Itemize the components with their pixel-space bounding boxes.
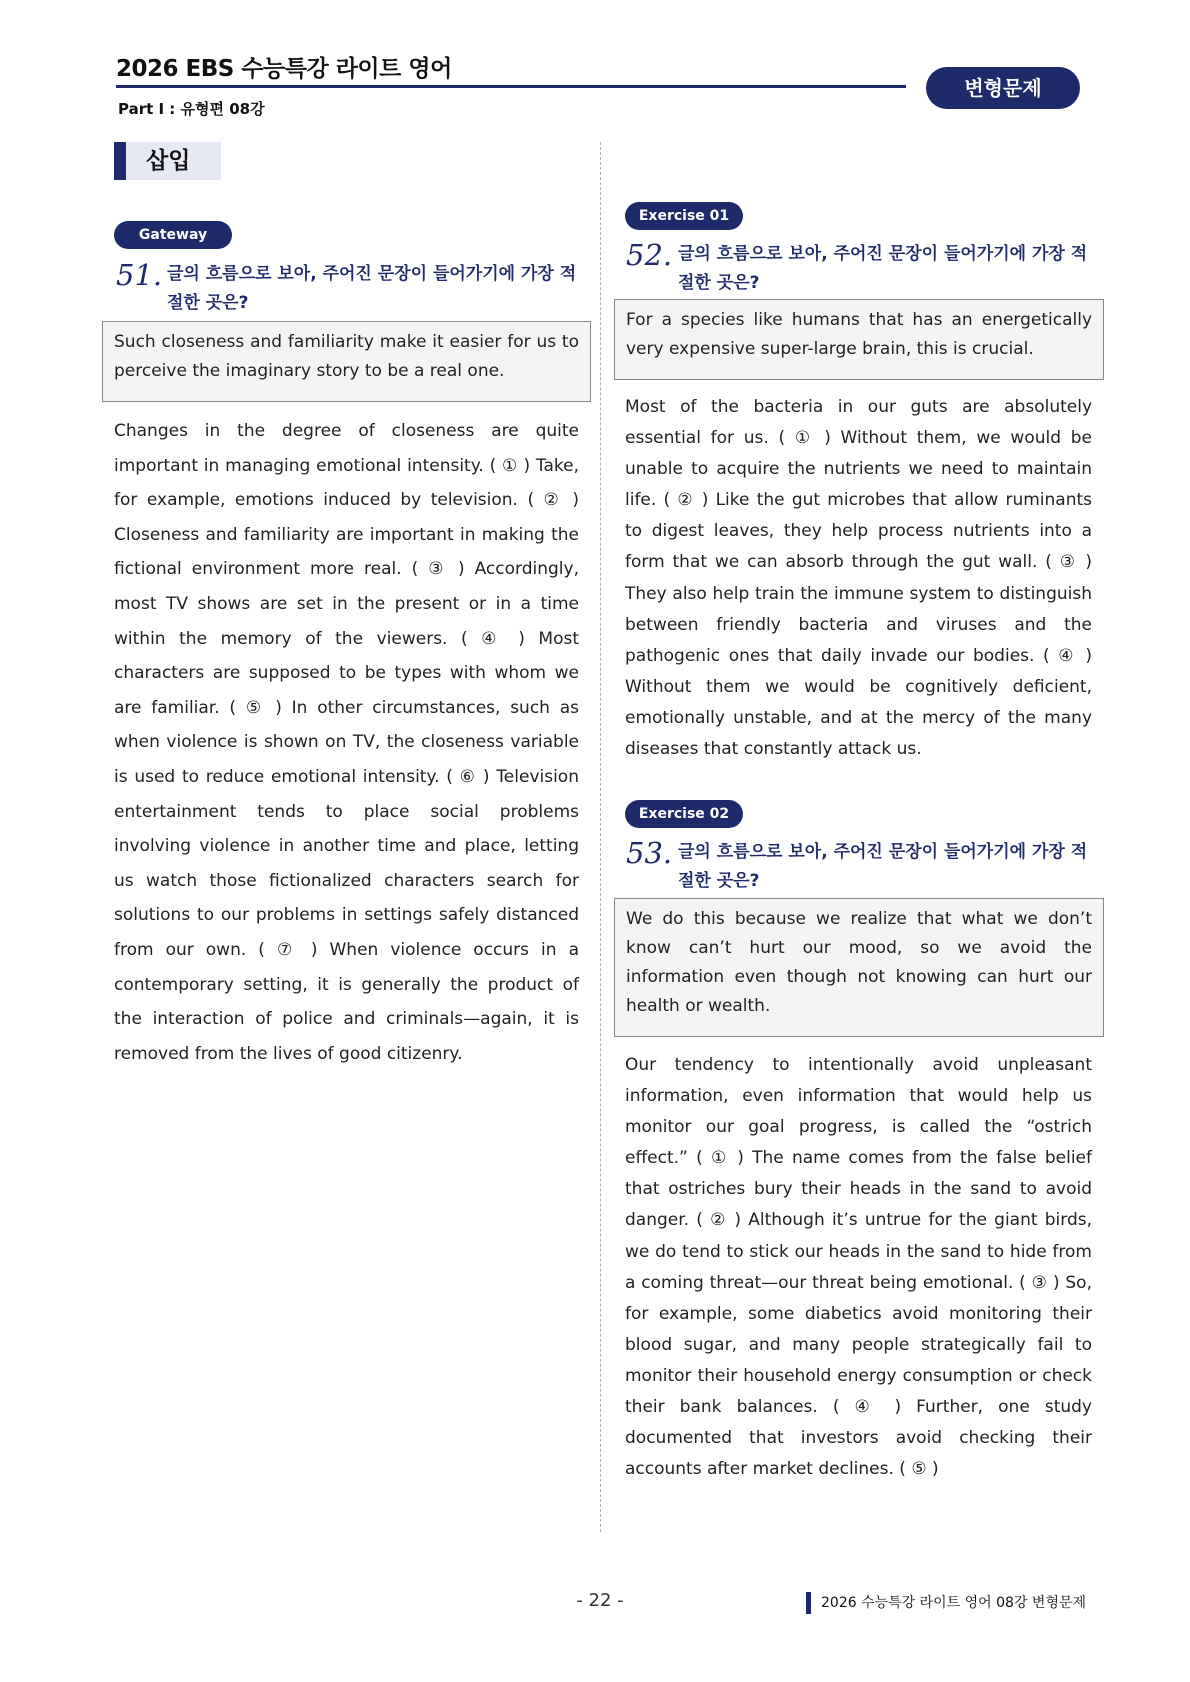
exercise-02-pill: Exercise 02 [625,800,743,828]
question-number: 51. [116,258,163,292]
question-number: 53. [626,836,673,870]
column-divider [600,142,601,1532]
gateway-pill: Gateway [114,221,232,249]
question-number: 52. [626,238,673,272]
question-prompt: 글의 흐름으로 보아, 주어진 문장이 들어가기에 가장 적절한 곳은? [678,244,1088,293]
section-title: 삽입 [114,142,221,180]
footer-label: 2026 수능특강 라이트 영어 08강 변형문제 [806,1592,1086,1614]
question-prompt: 글의 흐름으로 보아, 주어진 문장이 들어가기에 가장 적절한 곳은? [167,264,577,313]
exercise-01-pill: Exercise 01 [625,202,743,230]
document-title: 2026 EBS 수능특강 라이트 영어 [116,56,452,82]
given-sentence-box: We do this because we realize that what we don’t know can’t hurt our mood, so we avoid the information even though not knowing can hurt our health or wealth. [614,898,1104,1037]
passage-text: Most of the bacteria in our guts are absolutely essential for us. ( ① ) Without them, we would be unable to acquire the nutrients we need to maintain life. ( ② ) Like the gut microbes that allow ruminants to digest leaves, they help process nutrients into a form that we can absorb through the gut wall. ( ③ ) They also help train the immune system to distinguish between friendly bacteria and viruses and the pathogenic ones that daily invade our bodies. ( ④ ) Without them we would be cognitively deficient, emotionally unstable, and at the mercy of the many diseases that constantly attack us. [625,397,1092,760]
header-rule [116,85,906,88]
document-subtitle: Part Ⅰ : 유형편 08강 [118,100,265,118]
page-number: - 22 - [576,1590,624,1611]
given-sentence-box: Such closeness and familiarity make it easier for us to perceive the imaginary story to be a real one. [102,321,591,402]
given-sentence-box: For a species like humans that has an energetically very expensive super-large brain, this is crucial. [614,299,1104,380]
passage-text: Our tendency to intentionally avoid unpleasant information, even information that would help us monitor our goal progress, is called the “ostrich effect.” ( ① ) The name comes from the false belief that ostriches bury their heads in the sand to avoid danger. ( ② ) Although it’s untrue for the giant birds, we do tend to stick our heads in the sand to hide from a coming threat—our threat being emotional. ( ③ ) So, for example, some diabetics avoid monitoring their blood sugar, and many people strategically fail to monitor their household energy consumption or check their bank balances. ( ④ ) Further, one study documented that investors avoid checking their accounts after market declines. ( ⑤ ) [625,1055,1092,1480]
passage-text: Changes in the degree of closeness are quite important in managing emotional intensity. ( ① ) Take, for example, emotions induced by television. ( ② ) Closeness and familiarity are important in making the fictional environment more real. ( ③ ) Accordingly, most TV shows are set in the present or in a time within the memory of the viewers. ( ④ ) Most characters are supposed to be types with whom we are familiar. ( ⑤ ) In other circumstances, such as when violence is shown on TV, the closeness variable is used to reduce emotional intensity. ( ⑥ ) Television entertainment tends to place social problems involving violence in another time and place, letting us watch those fictionalized characters search for solutions to our problems in settings safely distanced from our own. ( ⑦ ) When violence occurs in a contemporary setting, it is generally the product of the interaction of police and criminals—again, it is removed from the lives of good citizenry. [114,421,579,1064]
question-prompt: 글의 흐름으로 보아, 주어진 문장이 들어가기에 가장 적절한 곳은? [678,842,1088,891]
type-badge: 변형문제 [926,67,1080,109]
